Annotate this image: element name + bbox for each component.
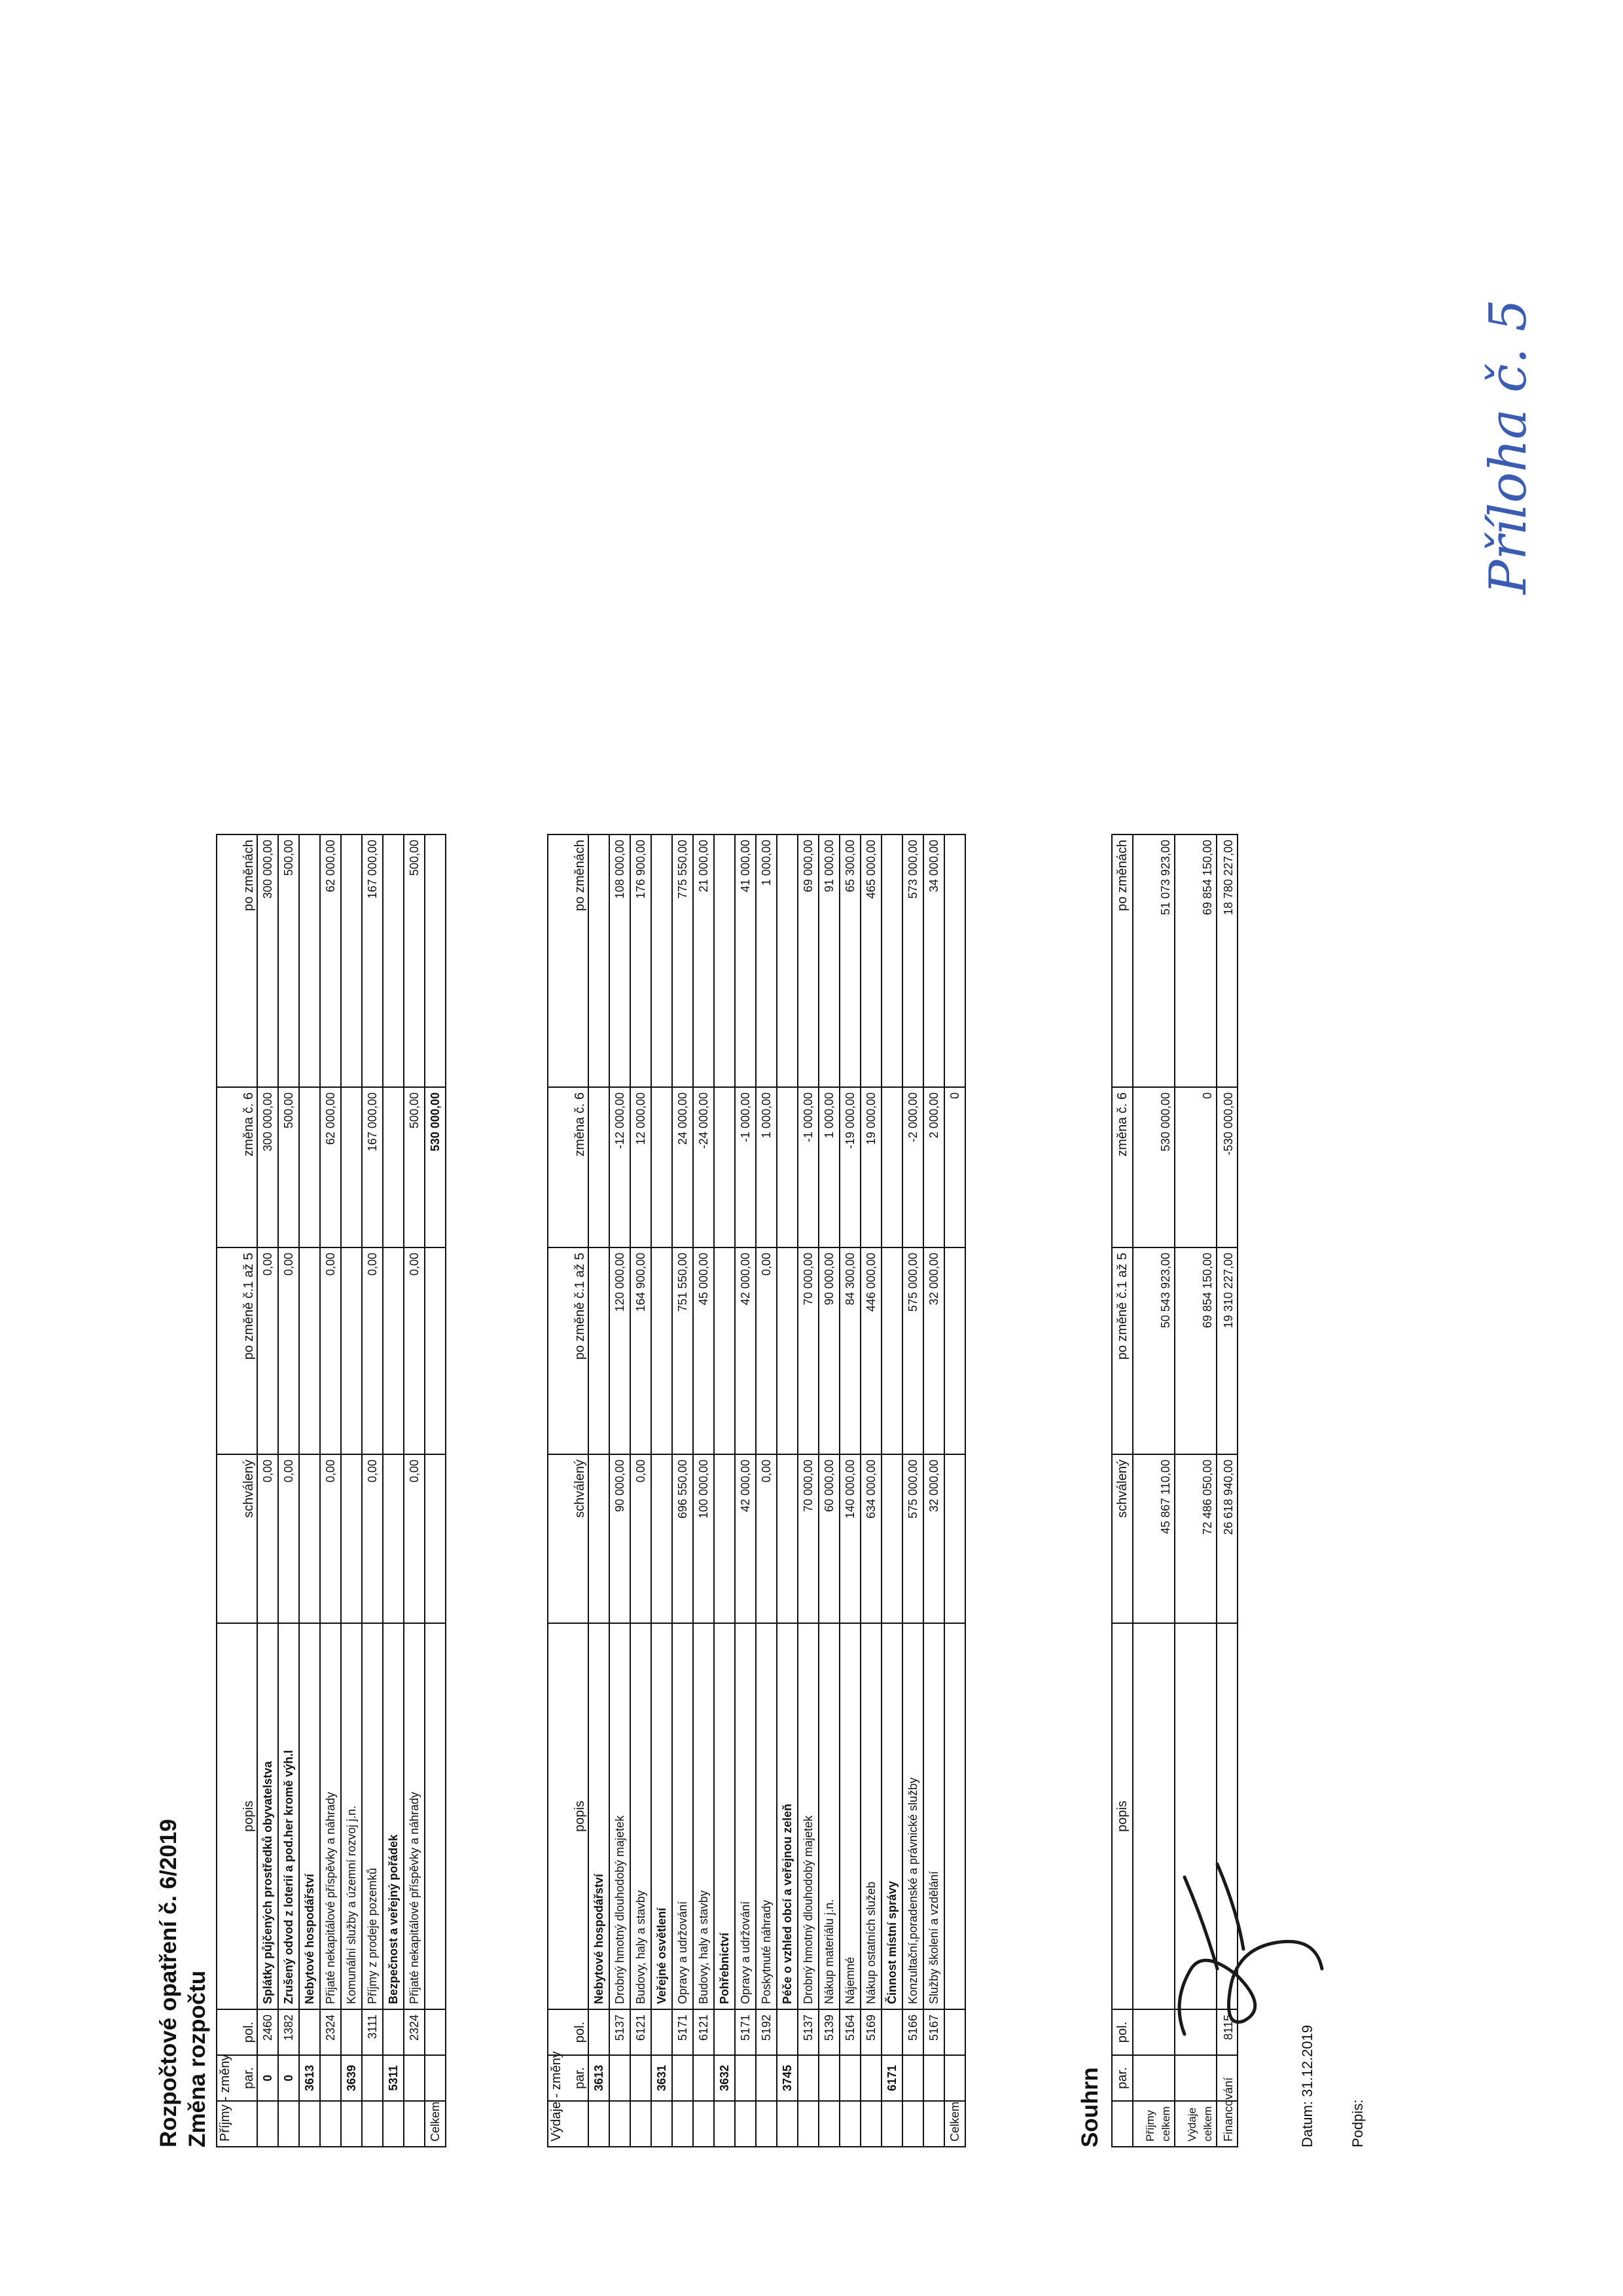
zmena-6-cell: -2 000,00 — [902, 1087, 923, 1247]
schvaleny-cell: 70 000,00 — [798, 1454, 819, 1623]
schvaleny-cell — [651, 1454, 672, 1623]
po-zmenach-cell: 65 300,00 — [840, 834, 861, 1087]
po-zmene-1-5-cell — [714, 1247, 735, 1454]
par-cell — [819, 2055, 840, 2101]
po-zmene-1-5-cell — [383, 1247, 404, 1454]
table-row — [341, 834, 362, 2147]
prijmy-rows — [257, 834, 425, 2147]
par-cell — [693, 2055, 714, 2101]
col-zmena-6: změna č. 6 — [217, 1087, 257, 1247]
schvaleny-cell — [383, 1454, 404, 1623]
schvaleny-cell: 0,00 — [362, 1454, 383, 1623]
pol-cell — [651, 2009, 672, 2055]
document-subtitle: Změna rozpočtu — [185, 1970, 210, 2147]
popis-cell: Drobný hmotný dlouhodobý majetek — [798, 1623, 819, 2009]
po-zmenach-cell: 1 000,00 — [756, 834, 777, 1087]
document-title: Rozpočtové opatření č. 6/2019 — [156, 1819, 181, 2147]
po-zmenach-cell: 108 000,00 — [609, 834, 630, 1087]
pol-cell: 5192 — [756, 2009, 777, 2055]
col-popis: popis — [217, 1623, 257, 2009]
po-zmenach-cell: 465 000,00 — [861, 834, 882, 1087]
po-zmenach-cell — [383, 834, 404, 1087]
zmena-6-cell — [714, 1087, 735, 1247]
par-cell: 3632 — [714, 2055, 735, 2101]
par-cell: 3745 — [777, 2055, 798, 2101]
popis-cell: Splátky půjčených prostředků obyvatelstva — [257, 1623, 278, 2009]
po-zmene-1-5-cell: 0,00 — [404, 1247, 425, 1454]
pol-cell — [299, 2009, 320, 2055]
pol-cell: 5171 — [672, 2009, 693, 2055]
po-zmene-1-5-cell: 70 000,00 — [798, 1247, 819, 1454]
table-row — [299, 834, 320, 2147]
zmena-6-cell — [588, 1087, 609, 1247]
pol-cell — [714, 2009, 735, 2055]
schvaleny-cell: 100 000,00 — [693, 1454, 714, 1623]
schvaleny-cell: 26 618 940,00 — [1217, 1454, 1238, 1623]
par-cell — [861, 2055, 882, 2101]
col-po-zmene-1-5: po změně č.1 až 5 — [217, 1247, 257, 1454]
pol-cell: 2324 — [320, 2009, 341, 2055]
prijmy-label-header: Příjmy - změny — [217, 2101, 257, 2147]
popis-cell: Přijaté nekapitálové příspěvky a náhrady — [320, 1623, 341, 2009]
po-zmenach-cell: 91 000,00 — [819, 834, 840, 1087]
pol-cell — [383, 2009, 404, 2055]
zmena-6-cell — [651, 1087, 672, 1247]
pol-cell: 5139 — [819, 2009, 840, 2055]
vydaje-table — [547, 834, 966, 2147]
zmena-6-cell — [383, 1087, 404, 1247]
pol-cell: 1382 — [278, 2009, 299, 2055]
zmena-6-cell: 62 000,00 — [320, 1087, 341, 1247]
po-zmenach-cell: 41 000,00 — [735, 834, 756, 1087]
schvaleny-cell: 45 867 110,00 — [1133, 1454, 1175, 1623]
table-row — [257, 834, 278, 2147]
table-row — [882, 834, 902, 2147]
zmena-6-cell: 500,00 — [404, 1087, 425, 1247]
table-row — [609, 834, 630, 2147]
zmena-6-cell: -530 000,00 — [1217, 1087, 1238, 1247]
col-pol: pol. — [548, 2009, 588, 2055]
po-zmene-1-5-cell: 751 550,00 — [672, 1247, 693, 1454]
zmena-6-cell: 0 — [1175, 1087, 1217, 1247]
popis-cell: Budovy, haly a stavby — [630, 1623, 651, 2009]
souhrn-label-cell: Financování — [1217, 2101, 1238, 2147]
pol-cell: 2324 — [404, 2009, 425, 2055]
par-cell: 0 — [257, 2055, 278, 2101]
zmena-6-cell: -1 000,00 — [798, 1087, 819, 1247]
vydaje-total-label: Celkem — [944, 2101, 965, 2147]
table-row — [861, 834, 882, 2147]
schvaleny-cell: 0,00 — [278, 1454, 299, 1623]
par-cell: 6171 — [882, 2055, 902, 2101]
table-row — [819, 834, 840, 2147]
popis-cell: Opravy a udržování — [672, 1623, 693, 2009]
col-schvaleny: schválený — [217, 1454, 257, 1623]
par-cell — [798, 2055, 819, 2101]
pol-cell: 5137 — [609, 2009, 630, 2055]
po-zmenach-cell — [299, 834, 320, 1087]
par-cell: 5311 — [383, 2055, 404, 2101]
table-row — [923, 834, 944, 2147]
popis-cell: Péče o vzhled obcí a veřejnou zeleň — [777, 1623, 798, 2009]
table-row — [902, 834, 923, 2147]
popis-cell: Pohřebnictví — [714, 1623, 735, 2009]
popis-cell: Zrušený odvod z loterií a pod.her kromě výh.l — [278, 1623, 299, 2009]
table-row — [840, 834, 861, 2147]
col-po-zmenach: po změnách — [217, 834, 257, 1087]
par-cell — [630, 2055, 651, 2101]
zmena-6-cell — [882, 1087, 902, 1247]
po-zmenach-cell: 775 550,00 — [672, 834, 693, 1087]
schvaleny-cell: 0,00 — [756, 1454, 777, 1623]
pol-cell: 3111 — [362, 2009, 383, 2055]
zmena-6-cell: -12 000,00 — [609, 1087, 630, 1247]
po-zmenach-cell: 69 000,00 — [798, 834, 819, 1087]
souhrn-title: Souhrn — [1077, 2067, 1103, 2147]
datum: Datum: 31.12.2019 — [1299, 2024, 1315, 2147]
po-zmene-1-5-cell: 575 000,00 — [902, 1247, 923, 1454]
pol-cell: 6121 — [693, 2009, 714, 2055]
po-zmene-1-5-cell: 0,00 — [278, 1247, 299, 1454]
pol-cell — [777, 2009, 798, 2055]
po-zmenach-cell: 500,00 — [404, 834, 425, 1087]
zmena-6-cell — [777, 1087, 798, 1247]
col-popis: popis — [548, 1623, 588, 2009]
po-zmenach-cell: 300 000,00 — [257, 834, 278, 1087]
table-row — [362, 834, 383, 2147]
zmena-6-cell — [299, 1087, 320, 1247]
po-zmenach-cell: 51 073 923,00 — [1133, 834, 1175, 1087]
po-zmenach-cell: 21 000,00 — [693, 834, 714, 1087]
popis-cell: Budovy, haly a stavby — [693, 1623, 714, 2009]
par-cell — [320, 2055, 341, 2101]
po-zmene-1-5-cell: 42 000,00 — [735, 1247, 756, 1454]
vydaje-rows — [588, 834, 944, 2147]
col-par: par. — [548, 2055, 588, 2101]
schvaleny-cell — [588, 1454, 609, 1623]
par-cell — [902, 2055, 923, 2101]
schvaleny-cell: 60 000,00 — [819, 1454, 840, 1623]
prijmy-table — [216, 834, 446, 2147]
po-zmenach-cell: 167 000,00 — [362, 834, 383, 1087]
signature-image — [1165, 1851, 1335, 2047]
po-zmene-1-5-cell: 69 854 150,00 — [1175, 1247, 1217, 1454]
handwritten-annotation: Příloha č. 5 — [1479, 298, 1538, 594]
po-zmene-1-5-cell — [341, 1247, 362, 1454]
table-row — [672, 834, 693, 2147]
zmena-6-cell: -24 000,00 — [693, 1087, 714, 1247]
par-cell — [735, 2055, 756, 2101]
zmena-6-cell: 530 000,00 — [1133, 1087, 1175, 1247]
table-row — [404, 834, 425, 2147]
col-pol: pol. — [217, 2009, 257, 2055]
par-cell: 3639 — [341, 2055, 362, 2101]
schvaleny-cell: 696 550,00 — [672, 1454, 693, 1623]
col-schvaleny: schválený — [1112, 1454, 1133, 1623]
table-row — [630, 834, 651, 2147]
popis-cell: Nákup materiálu j.n. — [819, 1623, 840, 2009]
zmena-6-cell: -1 000,00 — [735, 1087, 756, 1247]
pol-cell: 2460 — [257, 2009, 278, 2055]
schvaleny-cell: 0,00 — [404, 1454, 425, 1623]
popis-cell: Nájemné — [840, 1623, 861, 2009]
schvaleny-cell: 0,00 — [257, 1454, 278, 1623]
col-schvaleny: schválený — [548, 1454, 588, 1623]
vydaje-total-value: 0 — [944, 1087, 965, 1247]
zmena-6-cell: 2 000,00 — [923, 1087, 944, 1247]
po-zmene-1-5-cell: 0,00 — [362, 1247, 383, 1454]
prijmy-total-value: 530 000,00 — [425, 1087, 446, 1247]
souhrn-label-cell: Příjmy celkem — [1133, 2101, 1175, 2147]
table-row — [735, 834, 756, 2147]
po-zmenach-cell — [588, 834, 609, 1087]
pol-cell — [882, 2009, 902, 2055]
popis-cell: Nebytové hospodářství — [588, 1623, 609, 2009]
popis-cell: Komunální služby a územní rozvoj j.n. — [341, 1623, 362, 2009]
podpis-label: Podpis: — [1349, 2099, 1366, 2147]
po-zmene-1-5-cell: 84 300,00 — [840, 1247, 861, 1454]
popis-cell: Přijaté nekapitálové příspěvky a náhrady — [404, 1623, 425, 2009]
col-po-zmene-1-5: po změně č.1 až 5 — [1112, 1247, 1133, 1454]
par-cell — [672, 2055, 693, 2101]
popis-cell: Příjmy z prodeje pozemků — [362, 1623, 383, 2009]
par-cell — [923, 2055, 944, 2101]
col-zmena-6: změna č. 6 — [1112, 1087, 1133, 1247]
zmena-6-cell: 1 000,00 — [756, 1087, 777, 1247]
par-cell — [404, 2055, 425, 2101]
popis-cell: Konzultační,poradenské a právnické služby — [902, 1623, 923, 2009]
schvaleny-cell: 634 000,00 — [861, 1454, 882, 1623]
table-row — [777, 834, 798, 2147]
pol-cell: 5166 — [902, 2009, 923, 2055]
pol-cell: 5169 — [861, 2009, 882, 2055]
table-row — [278, 834, 299, 2147]
po-zmenach-cell: 500,00 — [278, 834, 299, 1087]
zmena-6-cell — [341, 1087, 362, 1247]
zmena-6-cell: 12 000,00 — [630, 1087, 651, 1247]
po-zmenach-cell: 34 000,00 — [923, 834, 944, 1087]
par-cell — [609, 2055, 630, 2101]
po-zmene-1-5-cell: 164 900,00 — [630, 1247, 651, 1454]
zmena-6-cell: -19 000,00 — [840, 1087, 861, 1247]
po-zmenach-cell: 62 000,00 — [320, 834, 341, 1087]
po-zmenach-cell: 18 780 227,00 — [1217, 834, 1238, 1087]
po-zmene-1-5-cell: 0,00 — [257, 1247, 278, 1454]
pol-cell: 5171 — [735, 2009, 756, 2055]
table-row — [798, 834, 819, 2147]
par-cell — [756, 2055, 777, 2101]
schvaleny-cell: 140 000,00 — [840, 1454, 861, 1623]
col-popis: popis — [1112, 1623, 1133, 2009]
popis-cell: Nákup ostatních služeb — [861, 1623, 882, 2009]
po-zmene-1-5-cell — [651, 1247, 672, 1454]
po-zmene-1-5-cell: 50 543 923,00 — [1133, 1247, 1175, 1454]
zmena-6-cell: 19 000,00 — [861, 1087, 882, 1247]
col-par: par. — [217, 2055, 257, 2101]
popis-cell: Služby školení a vzdělání — [923, 1623, 944, 2009]
par-cell: 3613 — [299, 2055, 320, 2101]
po-zmenach-cell — [341, 834, 362, 1087]
vydaje-label-header: Výdaje - změny — [548, 2101, 588, 2147]
popis-cell: Nebytové hospodářství — [299, 1623, 320, 2009]
pol-cell — [341, 2009, 362, 2055]
po-zmene-1-5-cell — [882, 1247, 902, 1454]
schvaleny-cell — [714, 1454, 735, 1623]
schvaleny-cell — [299, 1454, 320, 1623]
pol-cell: 5167 — [923, 2009, 944, 2055]
popis-cell: Poskytnuté náhrady — [756, 1623, 777, 2009]
po-zmene-1-5-cell: 32 000,00 — [923, 1247, 944, 1454]
zmena-6-cell: 167 000,00 — [362, 1087, 383, 1247]
po-zmenach-cell — [882, 834, 902, 1087]
po-zmene-1-5-cell: 19 310 227,00 — [1217, 1247, 1238, 1454]
po-zmene-1-5-cell — [299, 1247, 320, 1454]
zmena-6-cell: 300 000,00 — [257, 1087, 278, 1247]
col-po-zmene-1-5: po změně č.1 až 5 — [548, 1247, 588, 1454]
schvaleny-cell: 32 000,00 — [923, 1454, 944, 1623]
par-cell: 0 — [278, 2055, 299, 2101]
popis-cell: Bezpečnost a veřejný pořádek — [383, 1623, 404, 2009]
po-zmene-1-5-cell: 446 000,00 — [861, 1247, 882, 1454]
po-zmene-1-5-cell: 120 000,00 — [609, 1247, 630, 1454]
schvaleny-cell — [341, 1454, 362, 1623]
par-cell — [840, 2055, 861, 2101]
table-row — [651, 834, 672, 2147]
schvaleny-cell — [777, 1454, 798, 1623]
table-row — [320, 834, 341, 2147]
pol-cell — [588, 2009, 609, 2055]
table-row — [714, 834, 735, 2147]
zmena-6-cell: 24 000,00 — [672, 1087, 693, 1247]
po-zmenach-cell — [714, 834, 735, 1087]
schvaleny-cell: 575 000,00 — [902, 1454, 923, 1623]
popis-cell: Činnost místní správy — [882, 1623, 902, 2009]
col-pol: pol. — [1112, 2009, 1133, 2055]
po-zmene-1-5-cell — [588, 1247, 609, 1454]
po-zmenach-cell — [777, 834, 798, 1087]
po-zmene-1-5-cell — [777, 1247, 798, 1454]
col-po-zmenach: po změnách — [1112, 834, 1133, 1087]
zmena-6-cell: 1 000,00 — [819, 1087, 840, 1247]
po-zmenach-cell: 69 854 150,00 — [1175, 834, 1217, 1087]
popis-cell: Veřejné osvětlení — [651, 1623, 672, 2009]
col-po-zmenach: po změnách — [548, 834, 588, 1087]
pol-cell: 5164 — [840, 2009, 861, 2055]
schvaleny-cell: 0,00 — [320, 1454, 341, 1623]
table-row — [588, 834, 609, 2147]
par-cell — [362, 2055, 383, 2101]
pol-cell: 5137 — [798, 2009, 819, 2055]
po-zmenach-cell: 573 000,00 — [902, 834, 923, 1087]
po-zmene-1-5-cell: 0,00 — [756, 1247, 777, 1454]
col-par: par. — [1112, 2055, 1133, 2101]
po-zmene-1-5-cell: 45 000,00 — [693, 1247, 714, 1454]
souhrn-label-cell: Výdaje celkem — [1175, 2101, 1217, 2147]
popis-cell: Opravy a udržování — [735, 1623, 756, 2009]
pol-cell: 8115 — [1217, 2009, 1238, 2055]
popis-cell: Drobný hmotný dlouhodobý majetek — [609, 1623, 630, 2009]
schvaleny-cell — [882, 1454, 902, 1623]
po-zmene-1-5-cell: 0,00 — [320, 1247, 341, 1454]
schvaleny-cell: 90 000,00 — [609, 1454, 630, 1623]
par-cell: 3631 — [651, 2055, 672, 2101]
table-row — [383, 834, 404, 2147]
schvaleny-cell: 42 000,00 — [735, 1454, 756, 1623]
po-zmene-1-5-cell: 90 000,00 — [819, 1247, 840, 1454]
table-row — [756, 834, 777, 2147]
table-row — [693, 834, 714, 2147]
zmena-6-cell: 500,00 — [278, 1087, 299, 1247]
col-zmena-6: změna č. 6 — [548, 1087, 588, 1247]
po-zmenach-cell — [651, 834, 672, 1087]
schvaleny-cell: 72 486 050,00 — [1175, 1454, 1217, 1623]
pol-cell: 6121 — [630, 2009, 651, 2055]
schvaleny-cell: 0,00 — [630, 1454, 651, 1623]
par-cell: 3613 — [588, 2055, 609, 2101]
po-zmenach-cell: 176 900,00 — [630, 834, 651, 1087]
prijmy-total-label: Celkem — [425, 2101, 446, 2147]
